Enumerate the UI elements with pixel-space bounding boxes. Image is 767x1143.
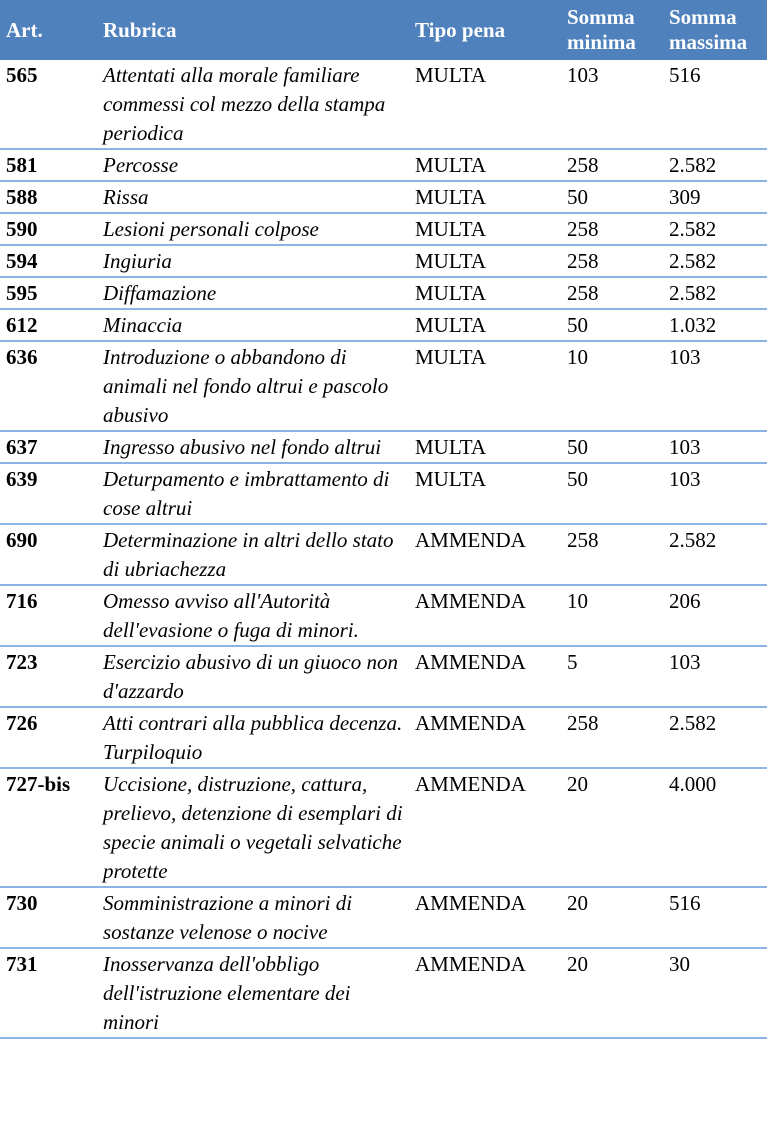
cell-art: 723	[0, 646, 96, 707]
table-row	[0, 309, 767, 341]
cell-somma-massima: 2.582	[662, 213, 767, 245]
table-row	[0, 707, 767, 768]
cell-art: 727-bis	[0, 768, 96, 887]
header-rubrica: Rubrica	[103, 17, 177, 42]
cell-somma-massima: 309	[662, 181, 767, 213]
cell-tipo-pena: AMMENDA	[408, 524, 560, 585]
cell-somma-massima: 2.582	[662, 277, 767, 309]
cell-somma-minima: 50	[560, 463, 662, 524]
header-somma-minima-line2: minima	[567, 30, 636, 54]
header-art: Art.	[6, 17, 43, 42]
cell-tipo-pena: AMMENDA	[408, 768, 560, 887]
cell-somma-minima: 258	[560, 149, 662, 181]
cell-somma-massima: 2.582	[662, 524, 767, 585]
cell-art: 588	[0, 181, 96, 213]
header-somma-minima-line1: Somma	[567, 5, 635, 29]
cell-rubrica: Atti contrari alla pubblica decenza. Turpiloquio	[96, 707, 408, 768]
cell-rubrica: Esercizio abusivo di un giuoco non d'azzardo	[96, 646, 408, 707]
header-somma-massima	[662, 0, 767, 60]
table-row	[0, 463, 767, 524]
cell-rubrica: Percosse	[96, 149, 408, 181]
table-row	[0, 341, 767, 431]
cell-somma-massima: 516	[662, 60, 767, 149]
cell-somma-massima: 2.582	[662, 149, 767, 181]
cell-somma-massima: 1.032	[662, 309, 767, 341]
table-row	[0, 768, 767, 887]
cell-tipo-pena: MULTA	[408, 60, 560, 149]
cell-tipo-pena: AMMENDA	[408, 887, 560, 948]
cell-rubrica: Deturpamento e imbrattamento di cose altrui	[96, 463, 408, 524]
cell-somma-massima: 4.000	[662, 768, 767, 887]
header-somma-massima-line1: Somma	[669, 5, 737, 29]
cell-art: 731	[0, 948, 96, 1038]
cell-art: 730	[0, 887, 96, 948]
cell-rubrica: Inosservanza dell'obbligo dell'istruzione elementare dei minori	[96, 948, 408, 1038]
cell-somma-massima: 516	[662, 887, 767, 948]
cell-tipo-pena: MULTA	[408, 213, 560, 245]
cell-art: 595	[0, 277, 96, 309]
cell-art: 637	[0, 431, 96, 463]
cell-tipo-pena: MULTA	[408, 309, 560, 341]
cell-art: 726	[0, 707, 96, 768]
cell-rubrica: Attentati alla morale familiare commessi col mezzo della stampa periodica	[96, 60, 408, 149]
header-somma-massima-line2: massima	[669, 30, 748, 54]
table-row	[0, 524, 767, 585]
cell-rubrica: Minaccia	[96, 309, 408, 341]
table-row	[0, 213, 767, 245]
cell-somma-minima: 10	[560, 341, 662, 431]
cell-somma-massima: 103	[662, 646, 767, 707]
cell-somma-minima: 50	[560, 431, 662, 463]
table-row	[0, 646, 767, 707]
header-somma-minima	[560, 0, 662, 60]
cell-tipo-pena: AMMENDA	[408, 585, 560, 646]
cell-tipo-pena: MULTA	[408, 245, 560, 277]
cell-art: 639	[0, 463, 96, 524]
cell-tipo-pena: AMMENDA	[408, 646, 560, 707]
header-tipo-pena: Tipo pena	[415, 17, 506, 42]
cell-somma-massima: 103	[662, 431, 767, 463]
cell-rubrica: Omesso avviso all'Autorità dell'evasione o fuga di minori.	[96, 585, 408, 646]
table-row	[0, 887, 767, 948]
cell-rubrica: Uccisione, distruzione, cattura, prelievo, detenzione di esemplari di specie animali o vegetali selvatiche protette	[96, 768, 408, 887]
cell-rubrica: Somministrazione a minori di sostanze velenose o nocive	[96, 887, 408, 948]
cell-rubrica: Ingiuria	[96, 245, 408, 277]
cell-somma-minima: 50	[560, 181, 662, 213]
cell-tipo-pena: MULTA	[408, 181, 560, 213]
cell-tipo-pena: MULTA	[408, 149, 560, 181]
cell-somma-minima: 20	[560, 887, 662, 948]
cell-somma-minima: 20	[560, 768, 662, 887]
cell-tipo-pena: MULTA	[408, 341, 560, 431]
cell-tipo-pena: MULTA	[408, 277, 560, 309]
cell-tipo-pena: AMMENDA	[408, 707, 560, 768]
cell-somma-minima: 258	[560, 707, 662, 768]
cell-rubrica: Determinazione in altri dello stato di ubriachezza	[96, 524, 408, 585]
cell-somma-minima: 50	[560, 309, 662, 341]
table-row	[0, 277, 767, 309]
cell-art: 612	[0, 309, 96, 341]
cell-tipo-pena: AMMENDA	[408, 948, 560, 1038]
cell-rubrica: Ingresso abusivo nel fondo altrui	[96, 431, 408, 463]
cell-rubrica: Rissa	[96, 181, 408, 213]
cell-tipo-pena: MULTA	[408, 463, 560, 524]
cell-somma-minima: 258	[560, 245, 662, 277]
cell-tipo-pena: MULTA	[408, 431, 560, 463]
cell-somma-minima: 10	[560, 585, 662, 646]
header-row	[0, 0, 767, 60]
cell-somma-massima: 103	[662, 341, 767, 431]
cell-art: 565	[0, 60, 96, 149]
table-row	[0, 948, 767, 1038]
cell-art: 590	[0, 213, 96, 245]
cell-somma-massima: 30	[662, 948, 767, 1038]
cell-somma-massima: 2.582	[662, 707, 767, 768]
table-row	[0, 245, 767, 277]
cell-rubrica: Introduzione o abbandono di animali nel fondo altrui e pascolo abusivo	[96, 341, 408, 431]
table-row	[0, 60, 767, 149]
cell-somma-minima: 103	[560, 60, 662, 149]
table-row	[0, 181, 767, 213]
cell-art: 581	[0, 149, 96, 181]
cell-somma-minima: 258	[560, 213, 662, 245]
table-row	[0, 431, 767, 463]
cell-somma-minima: 258	[560, 524, 662, 585]
cell-somma-massima: 206	[662, 585, 767, 646]
table-row	[0, 149, 767, 181]
cell-art: 716	[0, 585, 96, 646]
cell-somma-minima: 20	[560, 948, 662, 1038]
cell-somma-minima: 258	[560, 277, 662, 309]
table-row	[0, 585, 767, 646]
cell-somma-massima: 2.582	[662, 245, 767, 277]
cell-rubrica: Diffamazione	[96, 277, 408, 309]
cell-rubrica: Lesioni personali colpose	[96, 213, 408, 245]
cell-art: 594	[0, 245, 96, 277]
cell-somma-massima: 103	[662, 463, 767, 524]
cell-art: 690	[0, 524, 96, 585]
cell-somma-minima: 5	[560, 646, 662, 707]
cell-art: 636	[0, 341, 96, 431]
